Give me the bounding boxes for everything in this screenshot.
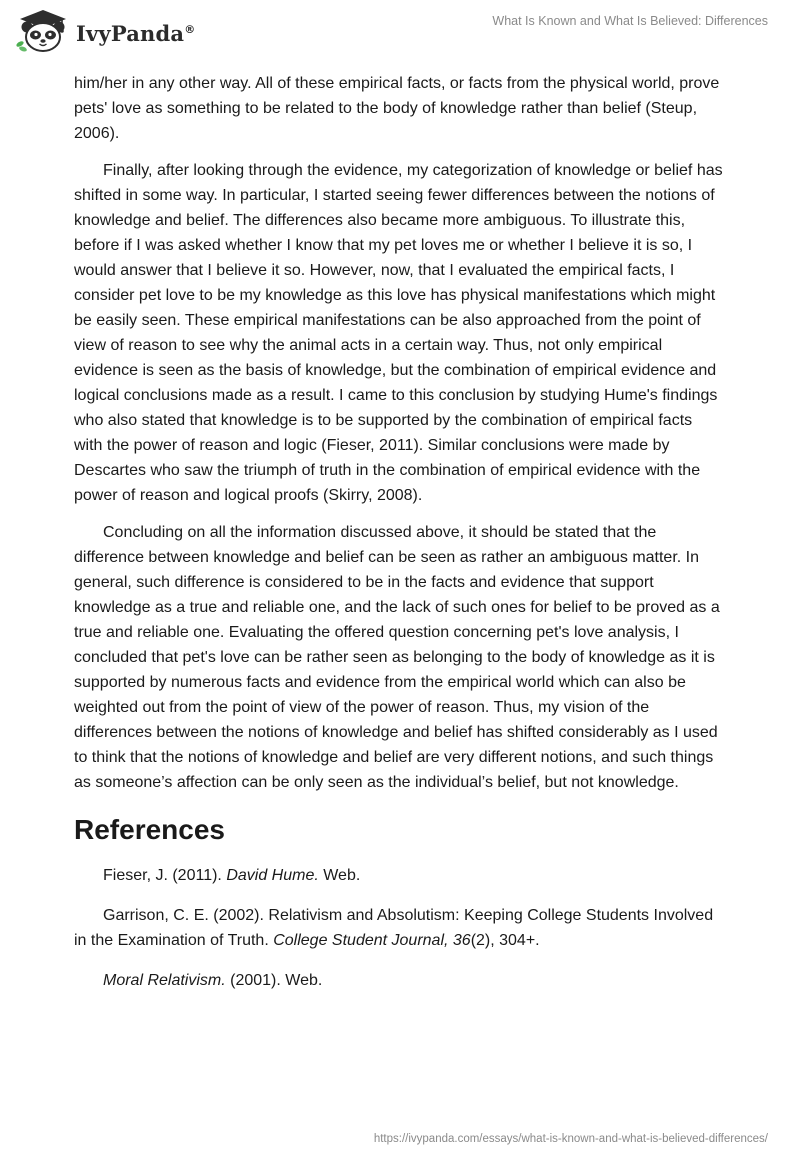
panda-graduate-icon — [14, 8, 72, 54]
reference-item: Garrison, C. E. (2002). Relativism and Absolutism: Keeping College Students Involved in the Examination of Truth. College Student Journal, 36(2), 304+. — [74, 907, 714, 949]
body-paragraph: Finally, after looking through the evidence, my categorization of knowledge or belief has shifted in some way. In particular, I started seeing fewer differences between the notions of knowledge and belief. The differences also became more ambiguous. To illustrate this, before if I was asked whether I know that my pet loves me or whether I believe it is so, I would answer that I believe it so. However, now, that I evaluated the empirical facts, I consider pet love to be my knowledge as this love has physical manifestations which might be easily seen. These empirical manifestations can be also approached from the point of view of reason to see why the animal acts in a certain way. Thus, not only empirical evidence is seen as the basis of knowledge, but the combination of empirical evidence and logical conclusions made as a result. I came to this conclusion by studying Hume's findings who also stated that knowledge is to be supported by the combination of empirical facts with the power of reason and logic (Fieser, 2011). Similar conclusions were made by Descartes who saw the triumph of truth in the combination of empirical evidence with the power of reason and logical proofs (Skirry, 2008). — [74, 162, 723, 504]
logo[interactable] — [14, 8, 195, 54]
body-paragraph: him/her in any other way. All of these empirical facts, or facts from the physical world, prove pets' love as something to be related to the body of knowledge rather than belief (Steup, 2006). — [74, 75, 720, 142]
source-url[interactable]: https://ivypanda.com/essays/what-is-known-and-what-is-believed-differences/ — [373, 1133, 768, 1145]
page-header — [0, 0, 800, 60]
body-paragraph: Concluding on all the information discussed above, it should be stated that the difference between knowledge and belief can be seen as rather an ambiguous matter. In general, such difference is considered to be in the facts and evidence that support knowledge as a true and reliable one, and the lack of such ones for belief to be proved as a true and reliable one. Evaluating the offered question concerning pet's love analysis, I concluded that pet's love can be rather seen as belonging to the body of knowledge as it is supported by numerous facts and evidence from the empirical world which can also be weighted out from the point of view of the power of reason. Thus, my vision of the differences between the notions of knowledge and belief has shifted considerably as I used to think that the notions of knowledge and belief are very different notions, and such things as someone’s affection can be only seen as the individual’s belief, but not knowledge. — [74, 524, 720, 791]
reference-item: Moral Relativism. (2001). Web. — [103, 972, 323, 989]
reference-item: Fieser, J. (2011). David Hume. Web. — [103, 867, 361, 884]
logo-text: IvyPanda® — [76, 20, 196, 46]
essay-body — [74, 71, 724, 1008]
document-title: What Is Known and What Is Believed: Differences — [492, 14, 768, 28]
references-heading: References — [74, 814, 225, 845]
